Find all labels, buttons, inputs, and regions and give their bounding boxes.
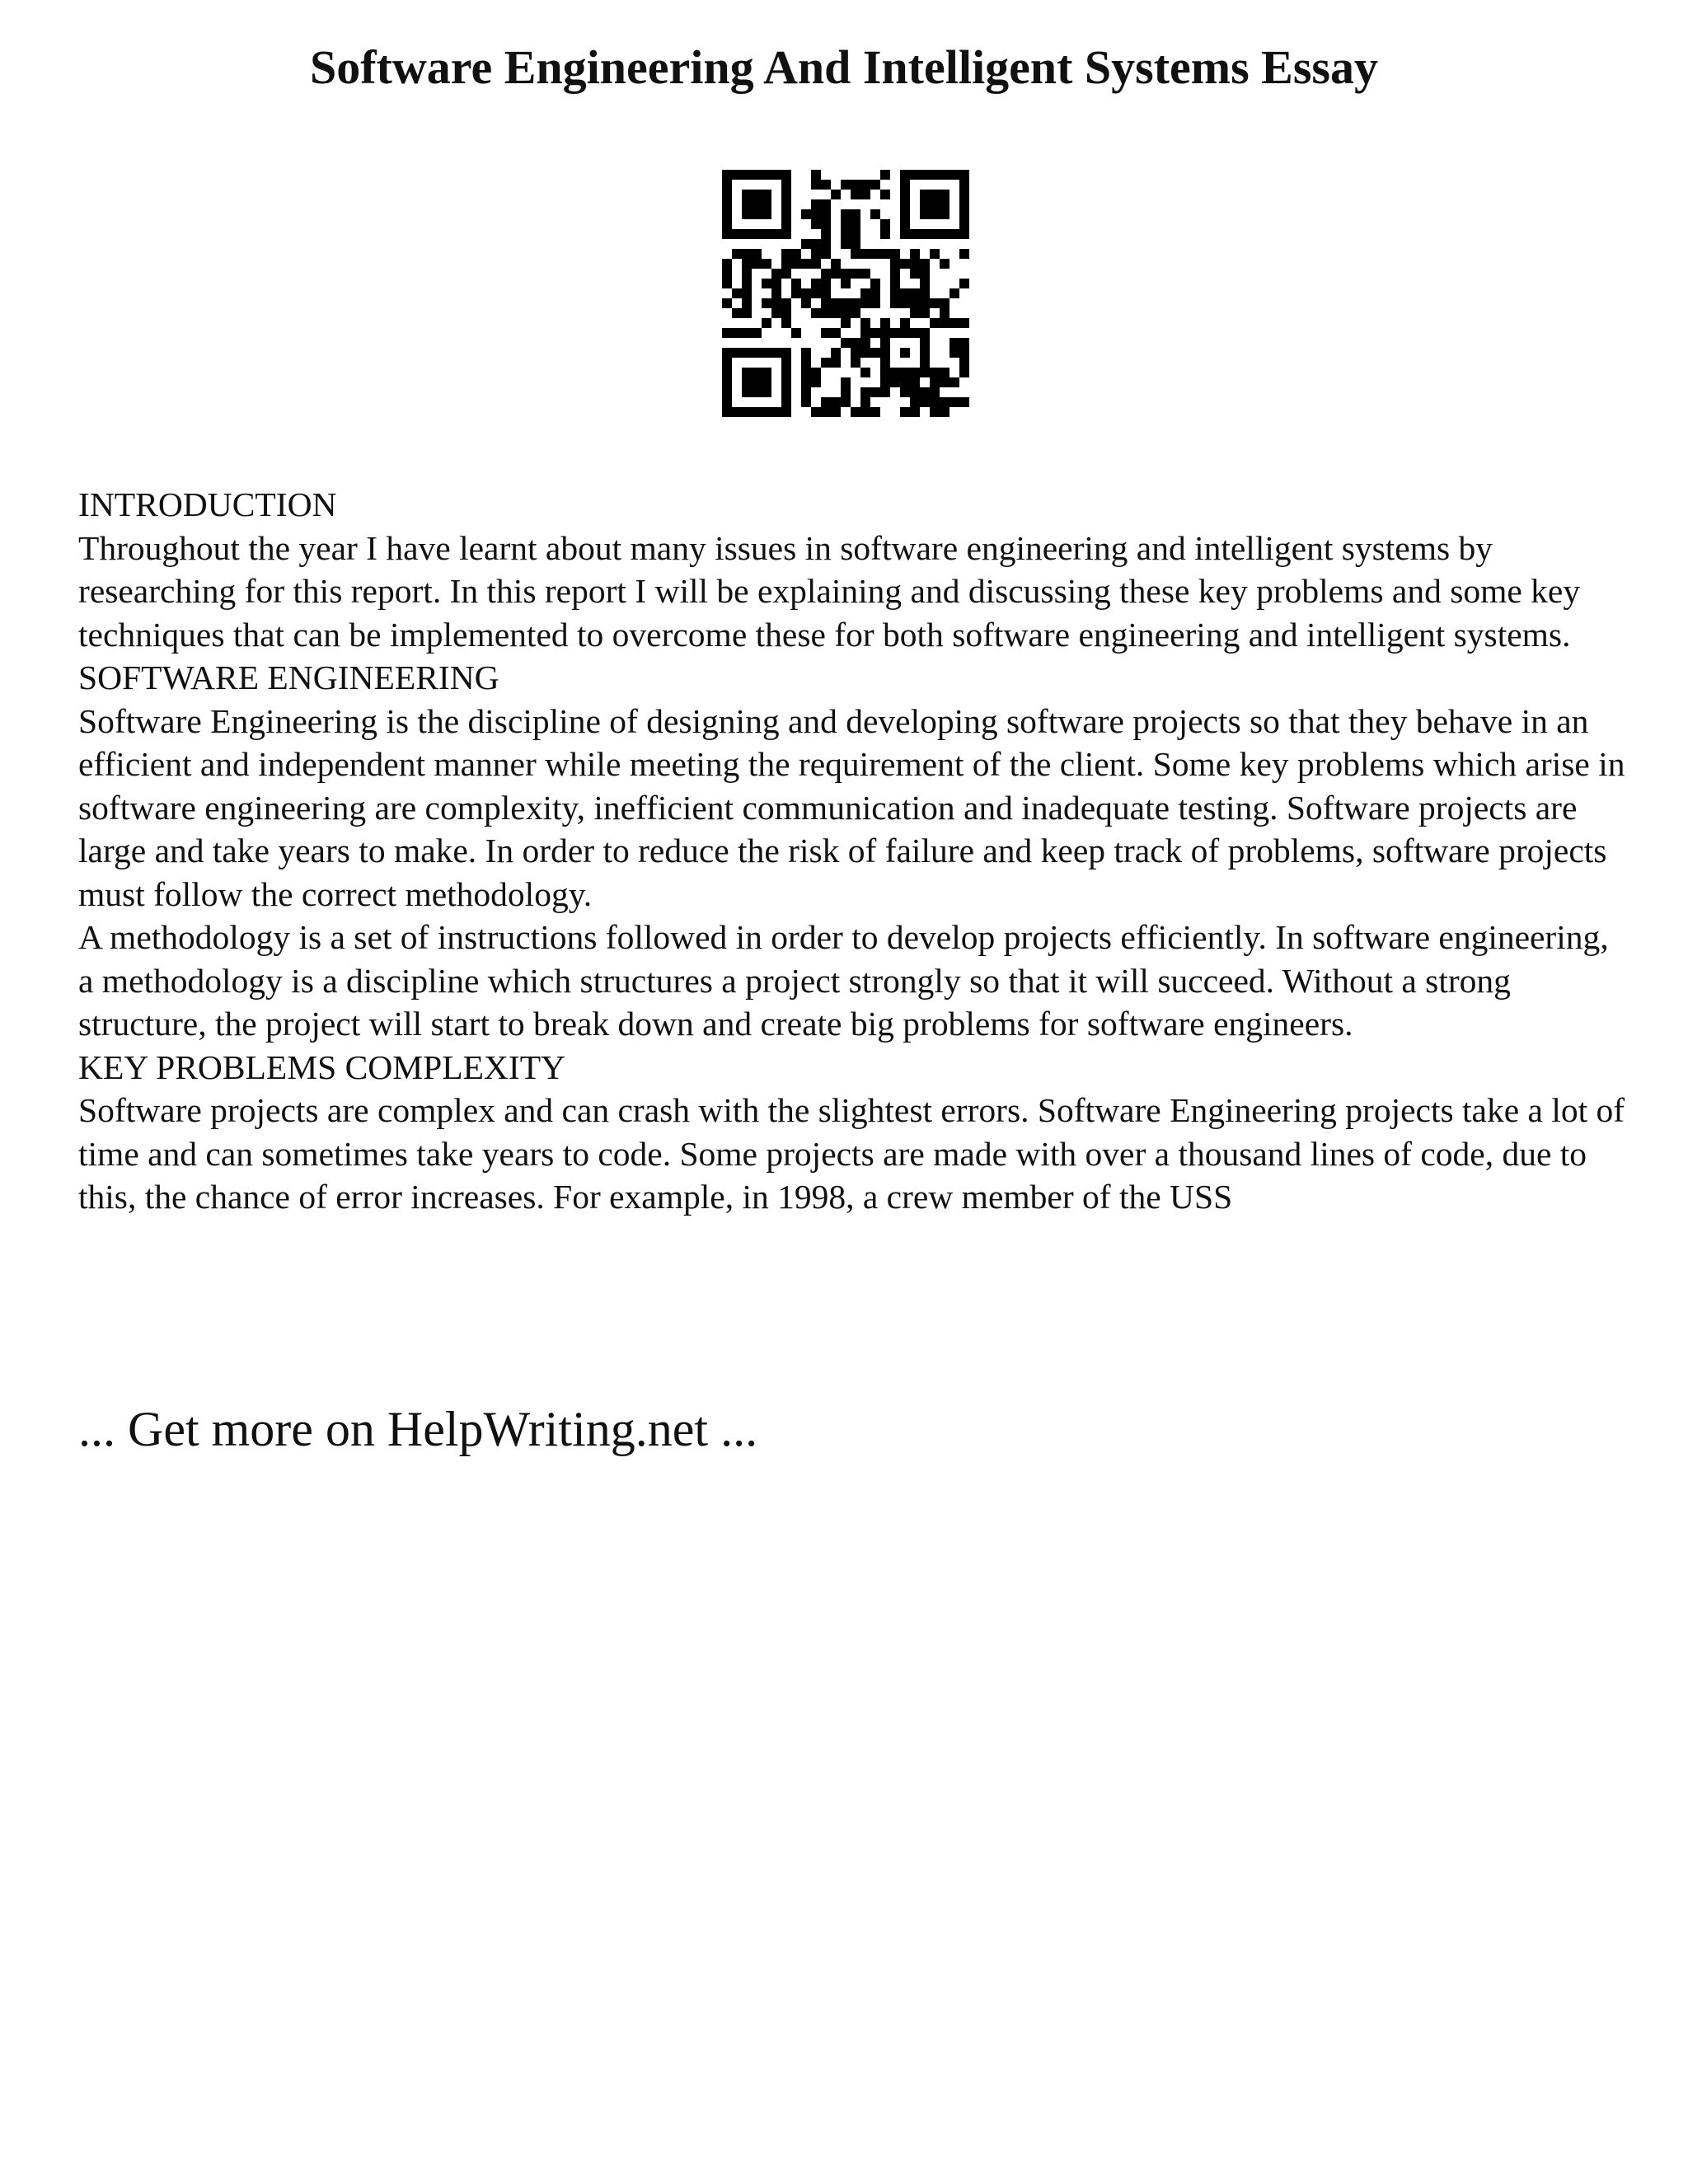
paragraph-introduction: Throughout the year I have learnt about many issues in software engineering and intelligent systems by researching for this report. In this report I will be explaining and discussing these key problems and some key techniques that can be implemented to overcome these for both software engineering and intelligent systems. xyxy=(78,528,1581,654)
get-more-link[interactable]: ... Get more on HelpWriting.net ... xyxy=(78,1402,758,1456)
heading-software-engineering: SOFTWARE ENGINEERING xyxy=(78,658,499,696)
document-title: Software Engineering And Intelligent Systems Essay xyxy=(310,40,1378,94)
qr-code-icon xyxy=(722,170,969,417)
paragraph-methodology: A methodology is a set of instructions followed in order to develop projects efficiently. In software engineering, a methodology is a discipline which structures a project strongly so that it will succeed. Without a strong structure, the project will start to break down and create big problems for software engineers. xyxy=(78,918,1609,1043)
paragraph-software-engineering: Software Engineering is the discipline of designing and developing software projects so that they behave in an efficient and independent manner while meeting the requirement of the client. Some key problems which arise in software engineering are complexity, inefficient communication and inadequate testing. Software projects are large and take years to make. In order to reduce the risk of failure and keep track of problems, software projects must follow the correct methodology. xyxy=(78,701,1625,913)
heading-introduction: INTRODUCTION xyxy=(78,485,337,523)
document-body xyxy=(78,483,1628,1219)
paragraph-complexity: Software projects are complex and can crash with the slightest errors. Software Engineering projects take a lot of time and can sometimes take years to code. Some projects are made with over a thousand lines of code, due to this, the chance of error increases. For example, in 1998, a crew member of the USS xyxy=(78,1091,1625,1216)
heading-key-problems-complexity: KEY PROBLEMS COMPLEXITY xyxy=(78,1047,566,1086)
